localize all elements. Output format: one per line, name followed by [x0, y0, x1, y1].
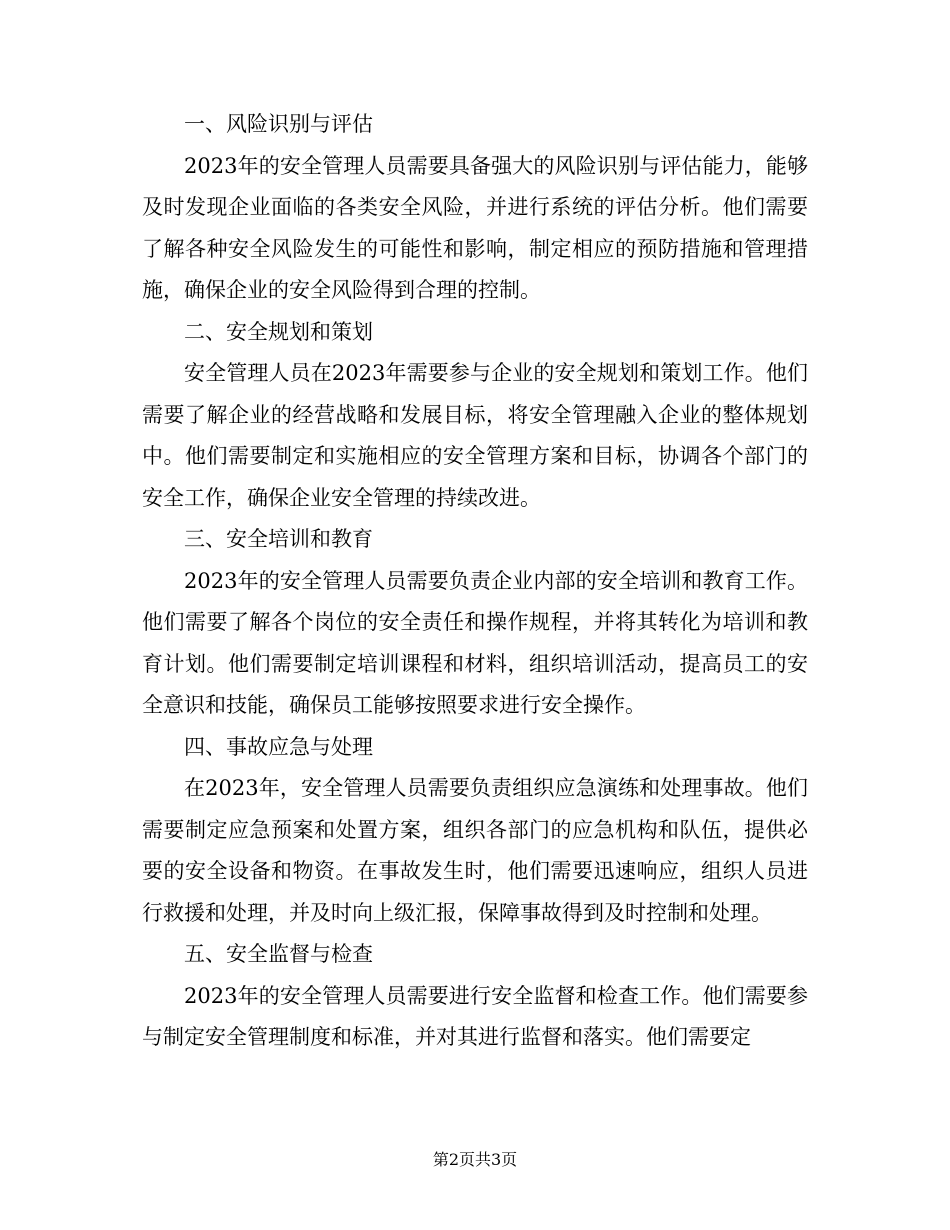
section-paragraph-5: 2023年的安全管理人员需要进行安全监督和检查工作。他们需要参与制定安全管理制度和标准，并对其进行监督和落实。他们需要定	[142, 983, 808, 1049]
section-heading-4: 四、事故应急与处理	[184, 734, 373, 759]
section-paragraph-1: 2023年的安全管理人员需要具备强大的风险识别与评估能力，能够及时发现企业面临的各类安全风险，并进行系统的评估分析。他们需要了解各种安全风险发生的可能性和影响，制定相应的预防措施和管理措施，确保企业的安全风险得到合理的控制。	[142, 153, 808, 302]
section-paragraph-2: 安全管理人员在2023年需要参与企业的安全规划和策划工作。他们需要了解企业的经营战略和发展目标，将安全管理融入企业的整体规划中。他们需要制定和实施相应的安全管理方案和目标，协调各个部门的安全工作，确保企业安全管理的持续改进。	[142, 361, 808, 510]
section-heading-1: 一、风险识别与评估	[184, 112, 373, 136]
document-body	[142, 104, 808, 1059]
page-number-footer: 第2页共3页	[432, 1150, 518, 1169]
section-heading-5: 五、安全监督与检查	[184, 942, 373, 966]
section-paragraph-4: 在2023年，安全管理人员需要负责组织应急演练和处理事故。他们需要制定应急预案和处置方案，组织各部门的应急机构和队伍，提供必要的安全设备和物资。在事故发生时，他们需要迅速响应，组织人员进行救援和处理，并及时向上级汇报，保障事故得到及时控制和处理。	[142, 776, 808, 925]
section-paragraph-3: 2023年的安全管理人员需要负责企业内部的安全培训和教育工作。他们需要了解各个岗位的安全责任和操作规程，并将其转化为培训和教育计划。他们需要制定培训课程和材料，组织培训活动，提高员工的安全意识和技能，确保员工能够按照要求进行安全操作。	[142, 568, 808, 717]
section-heading-3: 三、安全培训和教育	[184, 527, 373, 551]
section-heading-2: 二、安全规划和策划	[184, 319, 373, 344]
